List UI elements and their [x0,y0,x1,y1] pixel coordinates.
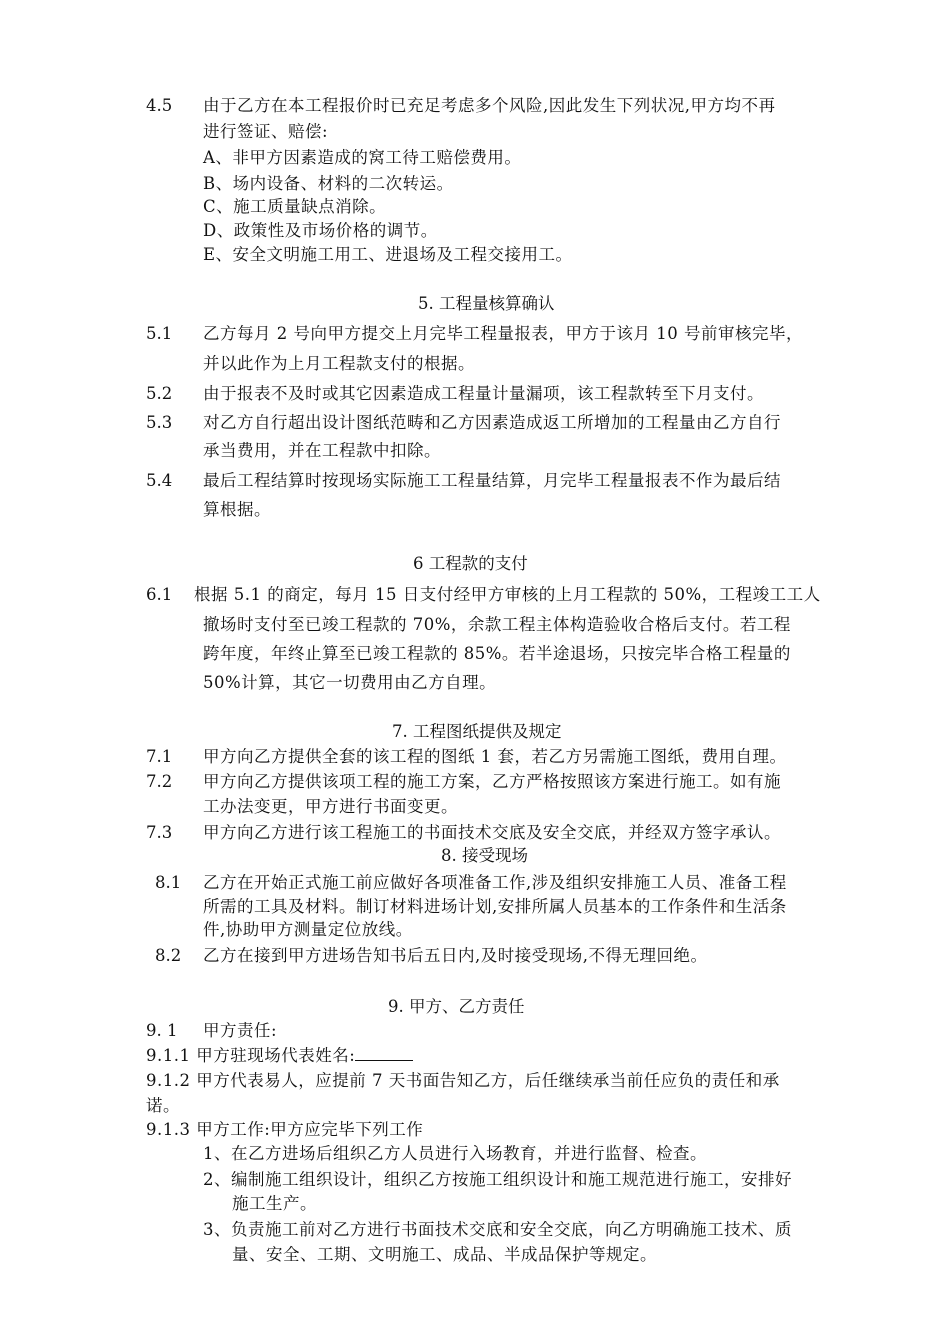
clause-number: 9. 1 [146,1021,178,1040]
section-heading: 9. 甲方、乙方责任 [388,997,525,1016]
clause-text: 乙方在开始正式施工前应做好各项准备工作,涉及组织安排施工人员、准备工程 [203,873,787,892]
clause-text: 最后工程结算时按现场实际施工工程量结算，月完毕工程量报表不作为最后结 [203,471,781,490]
clause-number: 4.5 [146,96,173,115]
clause-text: 9.1.3 甲方工作:甲方应完毕下列工作 [146,1120,424,1139]
clause-text: 9.1.2 甲方代表易人，应提前 7 天书面告知乙方，后任继续承当前任应负的责任和承 [146,1071,780,1090]
section-heading: 7. 工程图纸提供及规定 [392,722,562,741]
list-item: A、非甲方因素造成的窝工待工赔偿费用。 [203,148,522,167]
clause-text: 乙方每月 2 号向甲方提交上月完毕工程量报表，甲方于该月 10 号前审核完毕， [203,324,803,343]
clause-number: 5.3 [146,413,173,432]
clause-text [146,1045,413,1067]
clause-number: 7.3 [146,823,173,842]
clause-text: 9.1.1 甲方驻现场代表姓名: [146,1046,356,1065]
clause-number: 5.1 [146,324,173,343]
clause-number: 8.2 [155,946,182,965]
clause-text: 由于报表不及时或其它因素造成工程量计量漏项，该工程款转至下月支付。 [203,384,764,403]
clause-text: 并以此作为上月工程款支付的根据。 [203,354,475,373]
clause-text: 乙方在接到甲方进场告知书后五日内,及时接受现场,不得无理回绝。 [203,946,708,965]
list-item: E、安全文明施工用工、进退场及工程交接用工。 [203,245,573,264]
clause-text: 件,协助甲方测量定位放线。 [203,920,413,939]
section-heading: 8. 接受现场 [441,846,528,865]
list-item: 施工生产。 [232,1194,317,1213]
list-item: C、施工质量缺点消除。 [203,197,387,216]
clause-number: 7.2 [146,772,173,791]
clause-text: 诺。 [146,1096,180,1115]
clause-number: 8.1 [155,873,182,892]
clause-text: 50%计算，其它一切费用由乙方自理。 [203,673,497,692]
clause-text: 所需的工具及材料。制订材料进场计划,安排所属人员基本的工作条件和生活条 [203,897,787,916]
section-heading: 6 工程款的支付 [413,554,528,573]
clause-number: 5.2 [146,384,173,403]
clause-text: 根据 5.1 的商定，每月 15 日支付经甲方审核的上月工程款的 50%，工程竣工工人 [194,585,821,604]
list-item: 2、编制施工组织设计，组织乙方按施工组织设计和施工规范进行施工，安排好 [203,1170,792,1189]
clause-text: 甲方向乙方提供全套的该工程的图纸 1 套，若乙方另需施工图纸，费用自理。 [203,747,787,766]
list-item: B、场内设备、材料的二次转运。 [203,174,454,193]
blank-line [355,1045,413,1061]
list-item: 1、在乙方进场后组织乙方人员进行入场教育，并进行监督、检查。 [203,1144,707,1163]
section-heading: 5. 工程量核算确认 [418,294,555,313]
list-item: D、政策性及市场价格的调节。 [203,221,438,240]
clause-number: 5.4 [146,471,173,490]
clause-text: 进行签证、赔偿: [203,122,329,141]
clause-text: 撤场时支付至已竣工程款的 70%，余款工程主体构造验收合格后支付。若工程 [203,615,791,634]
clause-text: 算根据。 [203,500,271,519]
clause-text: 工办法变更，甲方进行书面变更。 [203,797,458,816]
clause-text: 甲方向乙方进行该工程施工的书面技术交底及安全交底，并经双方签字承认。 [203,823,781,842]
list-item: 3、负责施工前对乙方进行书面技术交底和安全交底，向乙方明确施工技术、质 [203,1220,792,1239]
clause-text: 对乙方自行超出设计图纸范畴和乙方因素造成返工所增加的工程量由乙方自行 [203,413,781,432]
clause-text: 跨年度，年终止算至已竣工程款的 85%。若半途退场，只按完毕合格工程量的 [203,644,791,663]
clause-text: 由于乙方在本工程报价时已充足考虑多个风险,因此发生下列状况,甲方均不再 [203,96,776,115]
clause-text: 甲方向乙方提供该项工程的施工方案，乙方严格按照该方案进行施工。如有施 [203,772,781,791]
clause-text: 甲方责任: [203,1021,278,1040]
list-item: 量、安全、工期、文明施工、成品、半成品保护等规定。 [232,1245,657,1264]
clause-number: 7.1 [146,747,173,766]
clause-number: 6.1 [146,585,173,604]
clause-text: 承当费用，并在工程款中扣除。 [203,441,441,460]
